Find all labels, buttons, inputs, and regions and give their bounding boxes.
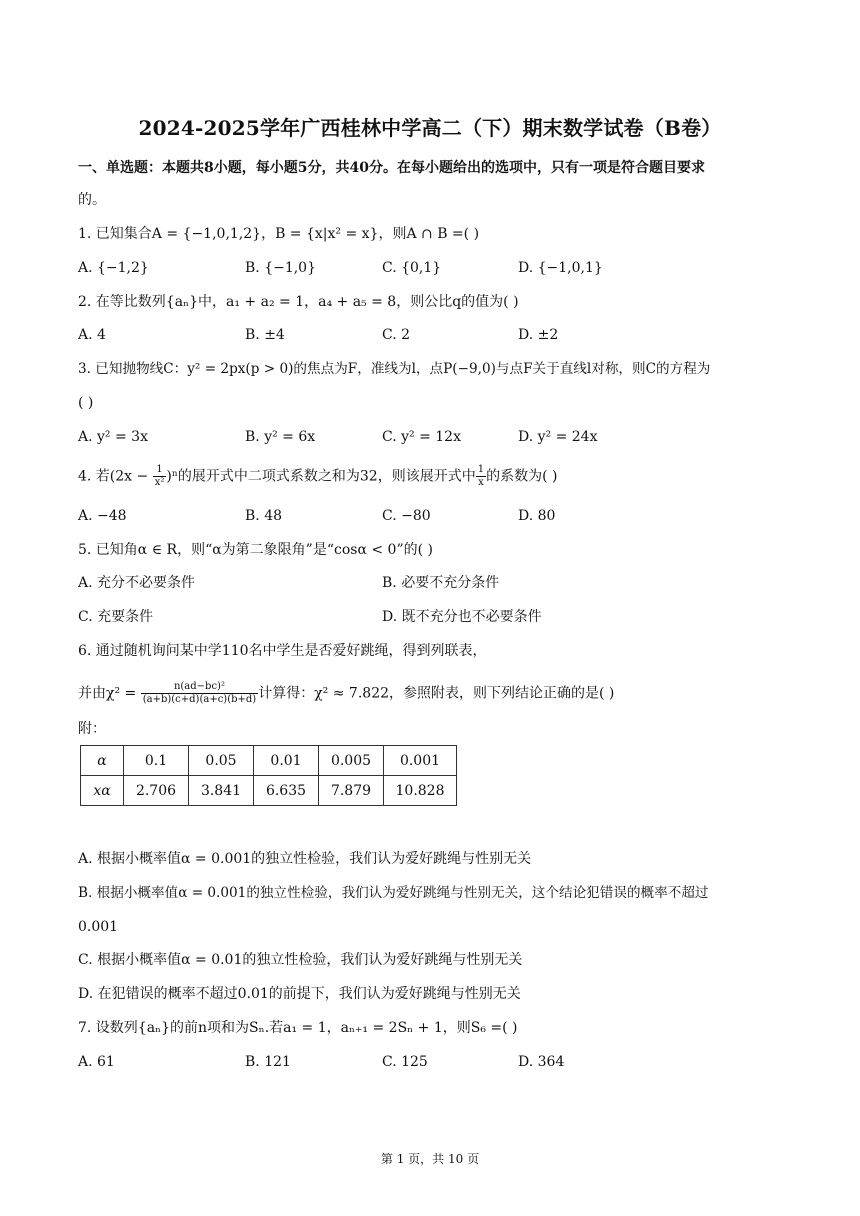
table-cell: 2.706 <box>124 776 189 806</box>
table-cell: xα <box>81 776 124 806</box>
question-4-stem <box>78 464 557 489</box>
q4-option-c: C. −80 <box>382 508 431 524</box>
q2-option-a: A. 4 <box>78 327 106 343</box>
critical-value-table <box>80 745 457 806</box>
table-cell: 6.635 <box>254 776 319 806</box>
question-2-stem: 2. 在等比数列{aₙ}中，a₁ + a₂ = 1，a₄ + a₅ = 8，则公比q的值为( ) <box>78 294 519 310</box>
appendix-label: 附： <box>78 721 106 737</box>
q5-option-c: C. 充要条件 <box>78 609 154 625</box>
q6-stem-part-a: 并由χ² = <box>78 685 137 702</box>
question-6-formula-line <box>78 681 614 706</box>
table-cell: 3.841 <box>189 776 254 806</box>
q7-option-b: B. 121 <box>245 1054 291 1070</box>
question-3-stem: 3. 已知抛物线C：y² = 2px(p > 0)的焦点为F，准线为l，点P(−9,0)与点F关于直线l对称，则C的方程为 <box>78 361 711 377</box>
q1-option-c: C. {0,1} <box>382 260 442 276</box>
q7-option-c: C. 125 <box>382 1054 428 1070</box>
q1-option-b: B. {−1,0} <box>245 260 316 276</box>
q5-option-a: A. 充分不必要条件 <box>78 575 196 591</box>
q6-option-b-cont: 0.001 <box>78 919 119 935</box>
q3-option-d: D. y² = 24x <box>518 429 598 445</box>
q6-option-c: C. 根据小概率值α = 0.01的独立性检验，我们认为爱好跳绳与性别无关 <box>78 952 523 968</box>
q3-option-b: B. y² = 6x <box>245 429 316 445</box>
chi-square-formula <box>141 681 258 706</box>
table-cell: 0.05 <box>189 746 254 776</box>
formula-numerator: n(ad−bc)² <box>141 681 258 694</box>
q3-option-c: C. y² = 12x <box>382 429 461 445</box>
table-cell: 0.1 <box>124 746 189 776</box>
q4-stem-part-a: 4. 若(2x − <box>78 468 149 485</box>
q1-option-d: D. {−1,0,1} <box>518 260 603 276</box>
question-1-stem: 1. 已知集合A = {−1,0,1,2}，B = {x|x² = x}，则A ∩ B =( ) <box>78 226 480 242</box>
q3-option-a: A. y² = 3x <box>78 429 148 445</box>
q6-option-b: B. 根据小概率值α = 0.001的独立性检验，我们认为爱好跳绳与性别无关，这个结论犯错误的概率不超过 <box>78 885 709 901</box>
q4-fraction-2-numerator: 1 <box>477 464 485 475</box>
table-cell: 7.879 <box>319 776 384 806</box>
q6-option-d: D. 在犯错误的概率不超过0.01的前提下，我们认为爱好跳绳与性别无关 <box>78 986 521 1002</box>
q4-option-d: D. 80 <box>518 508 556 524</box>
q4-option-a: A. −48 <box>78 508 127 524</box>
table-row-alpha <box>81 746 457 776</box>
table-cell: 0.001 <box>384 746 457 776</box>
section-header-cont: 的。 <box>78 192 106 208</box>
q4-fraction-2 <box>476 464 486 489</box>
q4-fraction-1 <box>153 464 167 489</box>
page-footer: 第 1 页，共 10 页 <box>380 1152 480 1166</box>
q6-option-a: A. 根据小概率值α = 0.001的独立性检验，我们认为爱好跳绳与性别无关 <box>78 851 532 867</box>
question-7-stem: 7. 设数列{aₙ}的前n项和为Sₙ.若a₁ = 1，aₙ₊₁ = 2Sₙ + 1，则S₆ =( ) <box>78 1020 518 1036</box>
q6-stem-part-b: 计算得：χ² ≈ 7.822，参照附表，则下列结论正确的是( ) <box>258 685 615 702</box>
q2-option-c: C. 2 <box>382 327 411 343</box>
q5-option-d: D. 既不充分也不必要条件 <box>382 609 542 625</box>
q7-option-a: A. 61 <box>78 1054 115 1070</box>
q4-fraction-1-denominator: x² <box>154 477 165 488</box>
table-cell: 0.005 <box>319 746 384 776</box>
page-title: 2024-2025学年广西桂林中学高二（下）期末数学试卷（B卷） <box>138 116 722 140</box>
q4-fraction-1-numerator: 1 <box>153 464 167 477</box>
table-cell: 10.828 <box>384 776 457 806</box>
section-header: 一、单选题：本题共8小题，每小题5分，共40分。在每小题给出的选项中，只有一项是符合题目要求 <box>78 160 705 176</box>
question-3-stem-cont: ( ) <box>78 395 94 411</box>
q4-stem-part-c: 的系数为( ) <box>486 468 558 485</box>
q4-stem-part-b: )ⁿ的展开式中二项式系数之和为32，则该展开式中 <box>166 468 476 485</box>
formula-denominator: (a+b)(c+d)(a+c)(b+d) <box>142 694 257 705</box>
table-cell: 0.01 <box>254 746 319 776</box>
q5-option-b: B. 必要不充分条件 <box>382 575 500 591</box>
q2-option-d: D. ±2 <box>518 327 559 343</box>
q1-option-a: A. {−1,2} <box>78 260 149 276</box>
q7-option-d: D. 364 <box>518 1054 565 1070</box>
q4-fraction-2-denominator: x <box>478 477 484 488</box>
q2-option-b: B. ±4 <box>245 327 285 343</box>
q4-option-b: B. 48 <box>245 508 283 524</box>
table-cell: α <box>81 746 124 776</box>
question-5-stem: 5. 已知角α ∈ R，则“α为第二象限角”是“cosα < 0”的( ) <box>78 542 433 558</box>
question-6-stem: 6. 通过随机询问某中学110名中学生是否爱好跳绳，得到列联表， <box>78 643 487 659</box>
table-row-x <box>81 776 457 806</box>
